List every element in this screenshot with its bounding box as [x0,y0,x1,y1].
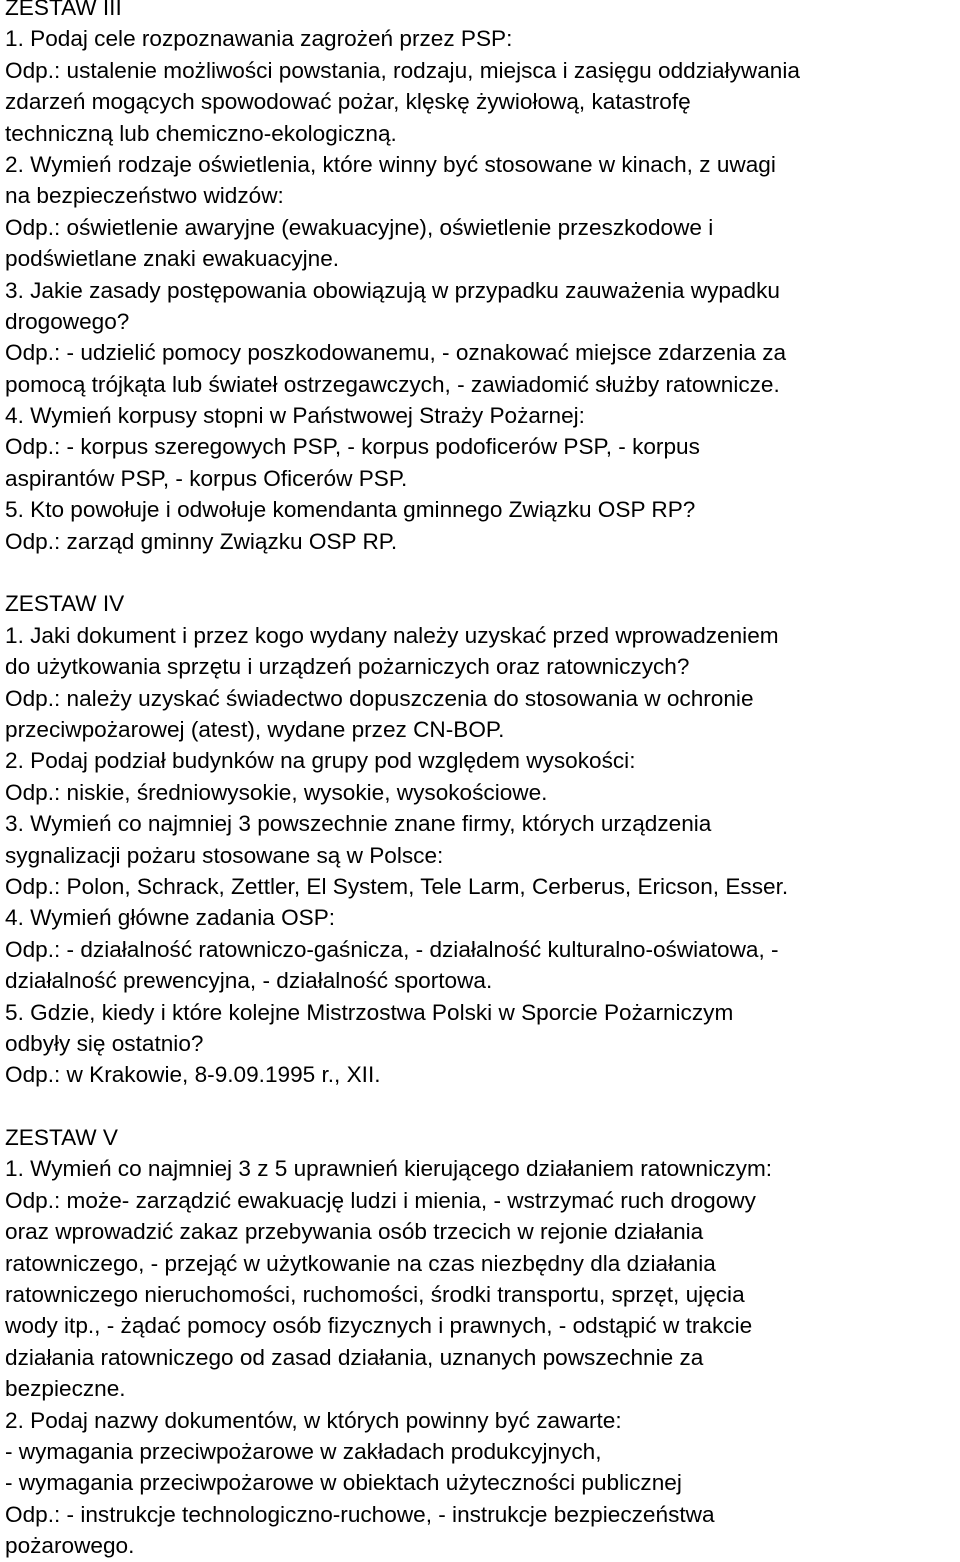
text-line: 3. Wymień co najmniej 3 powszechnie znane firmy, których urządzenia [5,811,712,837]
text-line: 5. Kto powołuje i odwołuje komendanta gminnego Związku OSP RP? [5,497,696,523]
text-line: zdarzeń mogących spowodować pożar, klęskę żywiołową, katastrofę [5,89,691,115]
text-line: ratowniczego nieruchomości, ruchomości, środki transportu, sprzęt, ujęcia [5,1282,745,1308]
text-line: sygnalizacji pożaru stosowane są w Polsce: [5,842,444,868]
text-line: 2. Podaj nazwy dokumentów, w których powinny być zawarte: [5,1407,622,1433]
text-line: 1. Jaki dokument i przez kogo wydany należy uzyskać przed wprowadzeniem [5,622,779,648]
section-heading: ZESTAW V [5,1125,118,1151]
text-line: na bezpieczeństwo widzów: [5,183,284,209]
text-line: odbyły się ostatnio? [5,1030,204,1056]
text-line: 2. Wymień rodzaje oświetlenia, które winny być stosowane w kinach, z uwagi [5,151,776,177]
text-line: Odp.: zarząd gminny Związku OSP RP. [5,528,398,554]
text-line: bezpieczne. [5,1376,126,1402]
text-line: - wymagania przeciwpożarowe w obiektach użyteczności publicznej [5,1470,682,1496]
text-line: Odp.: należy uzyskać świadectwo dopuszczenia do stosowania w ochronie [5,685,754,711]
text-line: Odp.: niskie, średniowysokie, wysokie, wysokościowe. [5,779,548,805]
text-line: Odp.: Polon, Schrack, Zettler, El System, Tele Larm, Cerberus, Ericson, Esser. [5,873,789,899]
text-line: - wymagania przeciwpożarowe w zakładach produkcyjnych, [5,1438,602,1464]
text-line: do użytkowania sprzętu i urządzeń pożarniczych oraz ratowniczych? [5,654,690,680]
text-line: 4. Wymień korpusy stopni w Państwowej Straży Pożarnej: [5,403,585,429]
text-line: wody itp., - żądać pomocy osób fizycznych i prawnych, - odstąpić w trakcie [5,1313,753,1339]
text-line: 1. Podaj cele rozpoznawania zagrożeń przez PSP: [5,26,513,52]
section [5,0,953,557]
text-line: Odp.: w Krakowie, 8-9.09.1995 r., XII. [5,1062,381,1088]
text-line: 5. Gdzie, kiedy i które kolejne Mistrzostwa Polski w Sporcie Pożarniczym [5,999,734,1025]
section-heading: ZESTAW III [5,0,122,20]
text-line: techniczną lub chemiczno-ekologiczną. [5,120,397,146]
section-spacer [5,557,953,588]
section-spacer [5,1091,953,1122]
text-line: aspirantów PSP, - korpus Oficerów PSP. [5,465,408,491]
text-line: podświetlane znaki ewakuacyjne. [5,246,340,272]
text-line: Odp.: - działalność ratowniczo-gaśnicza, - działalność kulturalno-oświatowa, - [5,936,779,962]
section [5,588,953,1090]
text-line: działania ratowniczego od zasad działania, uznanych powszechnie za [5,1344,704,1370]
text-line: drogowego? [5,308,130,334]
text-line: 4. Wymień główne zadania OSP: [5,905,336,931]
document-body [5,0,953,1562]
text-line: ratowniczego, - przejąć w użytkowanie na czas niezbędny dla działania [5,1250,716,1276]
section-heading: ZESTAW IV [5,591,125,617]
section [5,1122,953,1561]
text-line: 2. Podaj podział budynków na grupy pod względem wysokości: [5,748,636,774]
text-line: Odp.: może- zarządzić ewakuację ludzi i mienia, - wstrzymać ruch drogowy [5,1187,756,1213]
text-line: pożarowego. [5,1533,135,1559]
text-line: Odp.: ustalenie możliwości powstania, rodzaju, miejsca i zasięgu oddziaływania [5,57,800,83]
text-line: Odp.: - instrukcje technologiczno-ruchowe, - instrukcje bezpieczeństwa [5,1501,715,1527]
text-line: działalność prewencyjna, - działalność sportowa. [5,968,493,994]
text-line: oraz wprowadzić zakaz przebywania osób trzecich w rejonie działania [5,1219,704,1245]
text-line: pomocą trójkąta lub świateł ostrzegawczych, - zawiadomić służby ratownicze. [5,371,780,397]
text-line: 1. Wymień co najmniej 3 z 5 uprawnień kierującego działaniem ratowniczym: [5,1156,773,1182]
text-line: Odp.: oświetlenie awaryjne (ewakuacyjne), oświetlenie przeszkodowe i [5,214,714,240]
text-line: 3. Jakie zasady postępowania obowiązują w przypadku zauważenia wypadku [5,277,780,303]
text-line: przeciwpożarowej (atest), wydane przez CN-BOP. [5,716,505,742]
text-line: Odp.: - korpus szeregowych PSP, - korpus podoficerów PSP, - korpus [5,434,700,460]
text-line: Odp.: - udzielić pomocy poszkodowanemu, - oznakować miejsce zdarzenia za [5,340,787,366]
